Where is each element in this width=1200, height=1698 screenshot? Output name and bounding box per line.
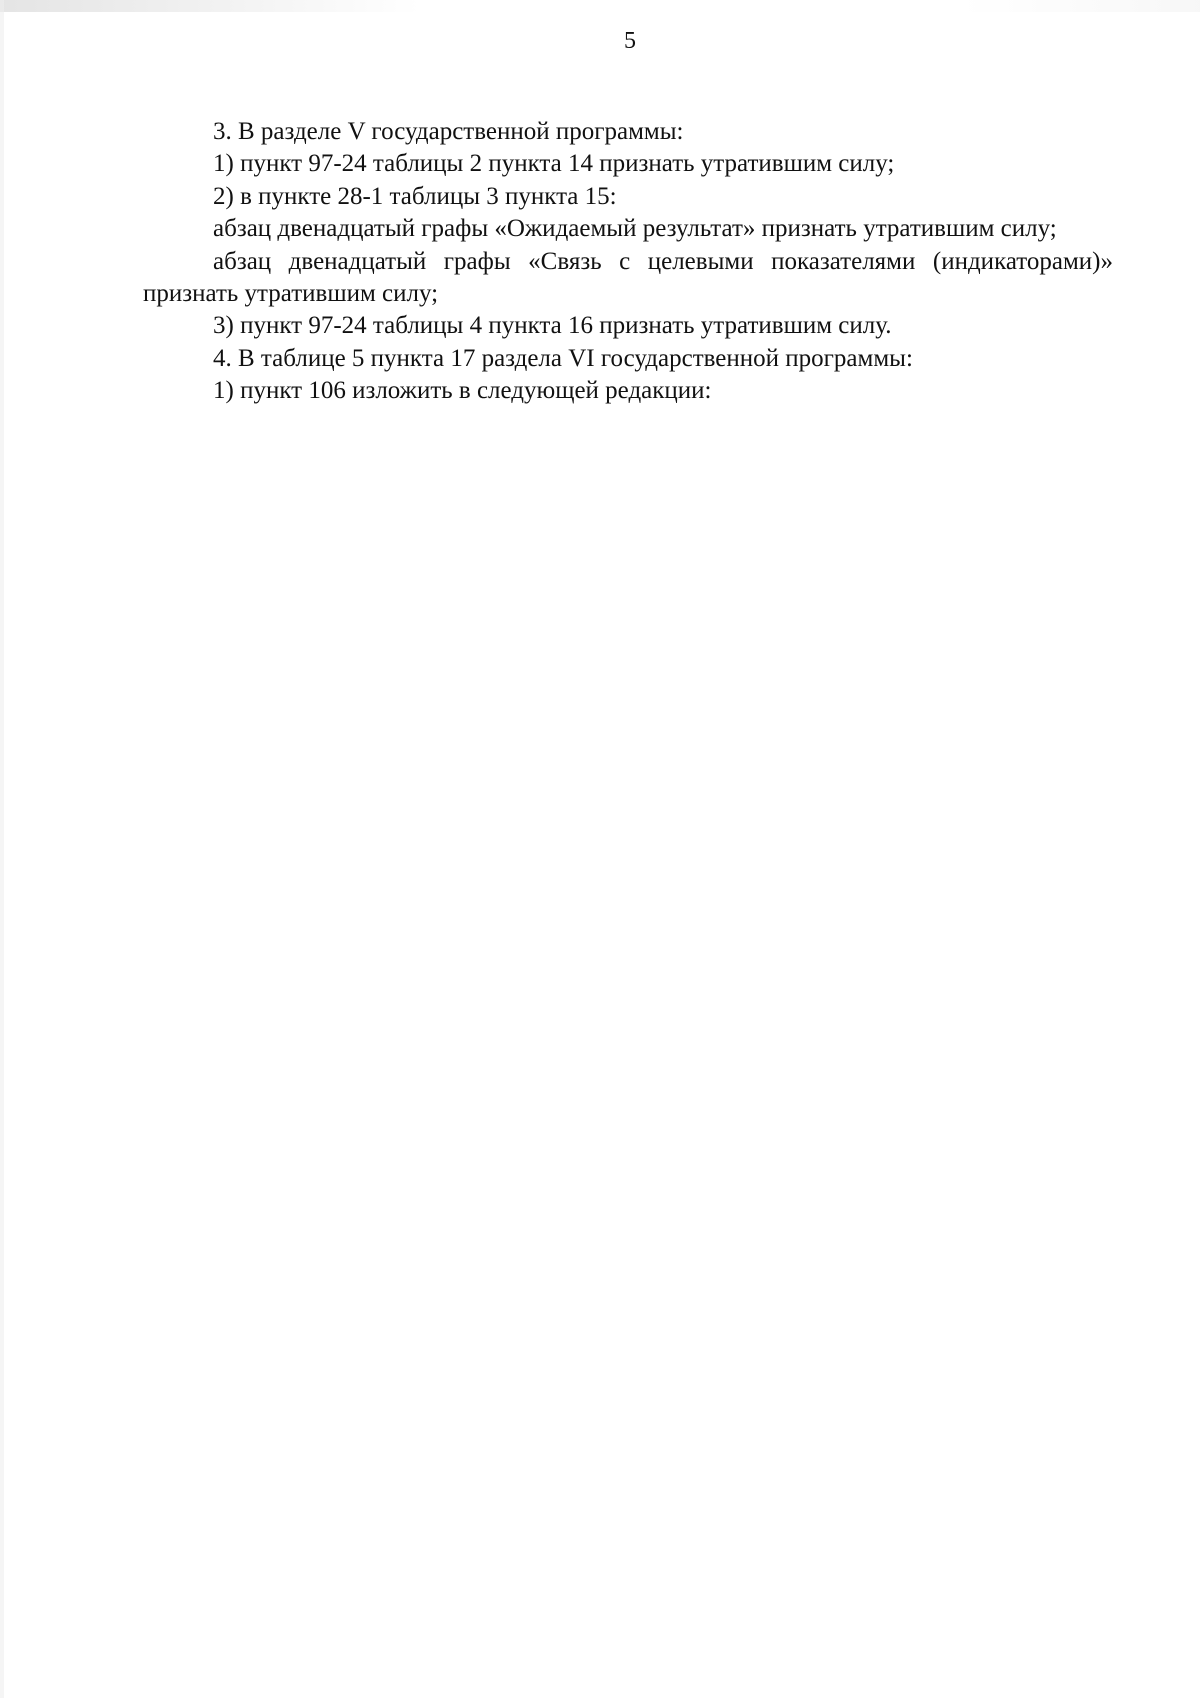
paragraph-item-1: 1) пункт 97-24 таблицы 2 пункта 14 признать утратившим силу; [213,150,895,178]
scan-edge-top [0,0,1200,12]
paragraph-item-2: 2) в пункте 28-1 таблицы 3 пункта 15: [213,182,617,210]
paragraph-item-1-edit: 1) пункт 106 изложить в следующей редакции: [213,377,712,405]
paragraph-abzac-expected-result: абзац двенадцатый графы «Ожидаемый результат» признать утратившим силу; [213,215,1057,243]
scan-edge-left [0,0,4,1698]
paragraph-item-3: 3) пункт 97-24 таблицы 4 пункта 16 признать утратившим силу. [213,312,892,340]
paragraph-abzac-indicators: абзац двенадцатый графы «Связь с целевыми показателями (индикаторами)» признать утратившим силу; [143,247,1113,308]
paragraph-section-3: 3. В разделе V государственной программы: [213,118,684,145]
page-number: 5 [624,28,636,54]
paragraph-section-4: 4. В таблице 5 пункта 17 раздела VI государственной программы: [213,344,913,372]
document-body [143,116,1113,408]
